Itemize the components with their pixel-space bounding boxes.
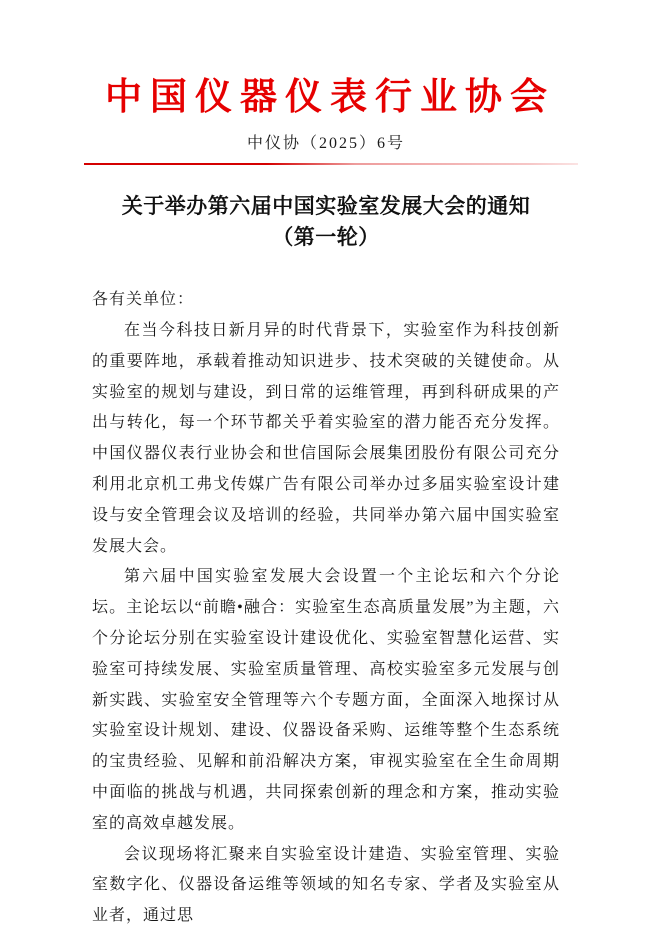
letterhead xyxy=(92,78,560,165)
doc-title-line-2: （第一轮） xyxy=(272,225,380,250)
letterhead-divider xyxy=(84,163,578,166)
paragraphs xyxy=(92,316,560,932)
paragraph: 在当今科技日新月异的时代背景下，实验室作为科技创新的重要阵地，承载着推动知识进步、技术突破的关键使命。从实验室的规划与建设，到日常的运维管理，再到科研成果的产出与转化，每一个环节都关乎着实验室的潜力能否充分发挥。中国仪器仪表行业协会和世信国际会展集团股份有限公司充分利用北京机工弗戈传媒广告有限公司举办过多届实验室设计建设与安全管理会议及培训的经验，共同举办第六届中国实验室发展大会。 xyxy=(92,321,560,555)
document-body xyxy=(92,191,560,932)
paragraph: 会议现场将汇聚来自实验室设计建造、实验室管理、实验室数字化、仪器设备运维等领域的知名专家、学者及实验室从业者，通过思 xyxy=(92,845,560,925)
org-name: 中国仪器仪表行业协会 xyxy=(105,77,555,118)
doc-title xyxy=(92,191,560,253)
paragraph: 第六届中国实验室发展大会设置一个主论坛和六个分论坛。主论坛以“前瞻•融合：实验室生态高质量发展”为主题，六个分论坛分别在实验室设计建设优化、实验室智慧化运营、实验室可持续发展、实验室质量管理、高校实验室多元发展与创新实践、实验室安全管理等六个专题方面，全面深入地探讨从实验室设计规划、建设、仪器设备采购、运维等整个生态系统的宝贵经验、见解和前沿解决方案，审视实验室在全生命周期中面临的挑战与机遇，共同探索创新的理念和方案，推动实验室的高效卓越发展。 xyxy=(92,568,560,832)
salutation: 各有关单位： xyxy=(92,291,195,309)
doc-number: 中仪协（2025）6号 xyxy=(246,134,405,152)
doc-title-line-1: 关于举办第六届中国实验室发展大会的通知 xyxy=(121,194,531,219)
